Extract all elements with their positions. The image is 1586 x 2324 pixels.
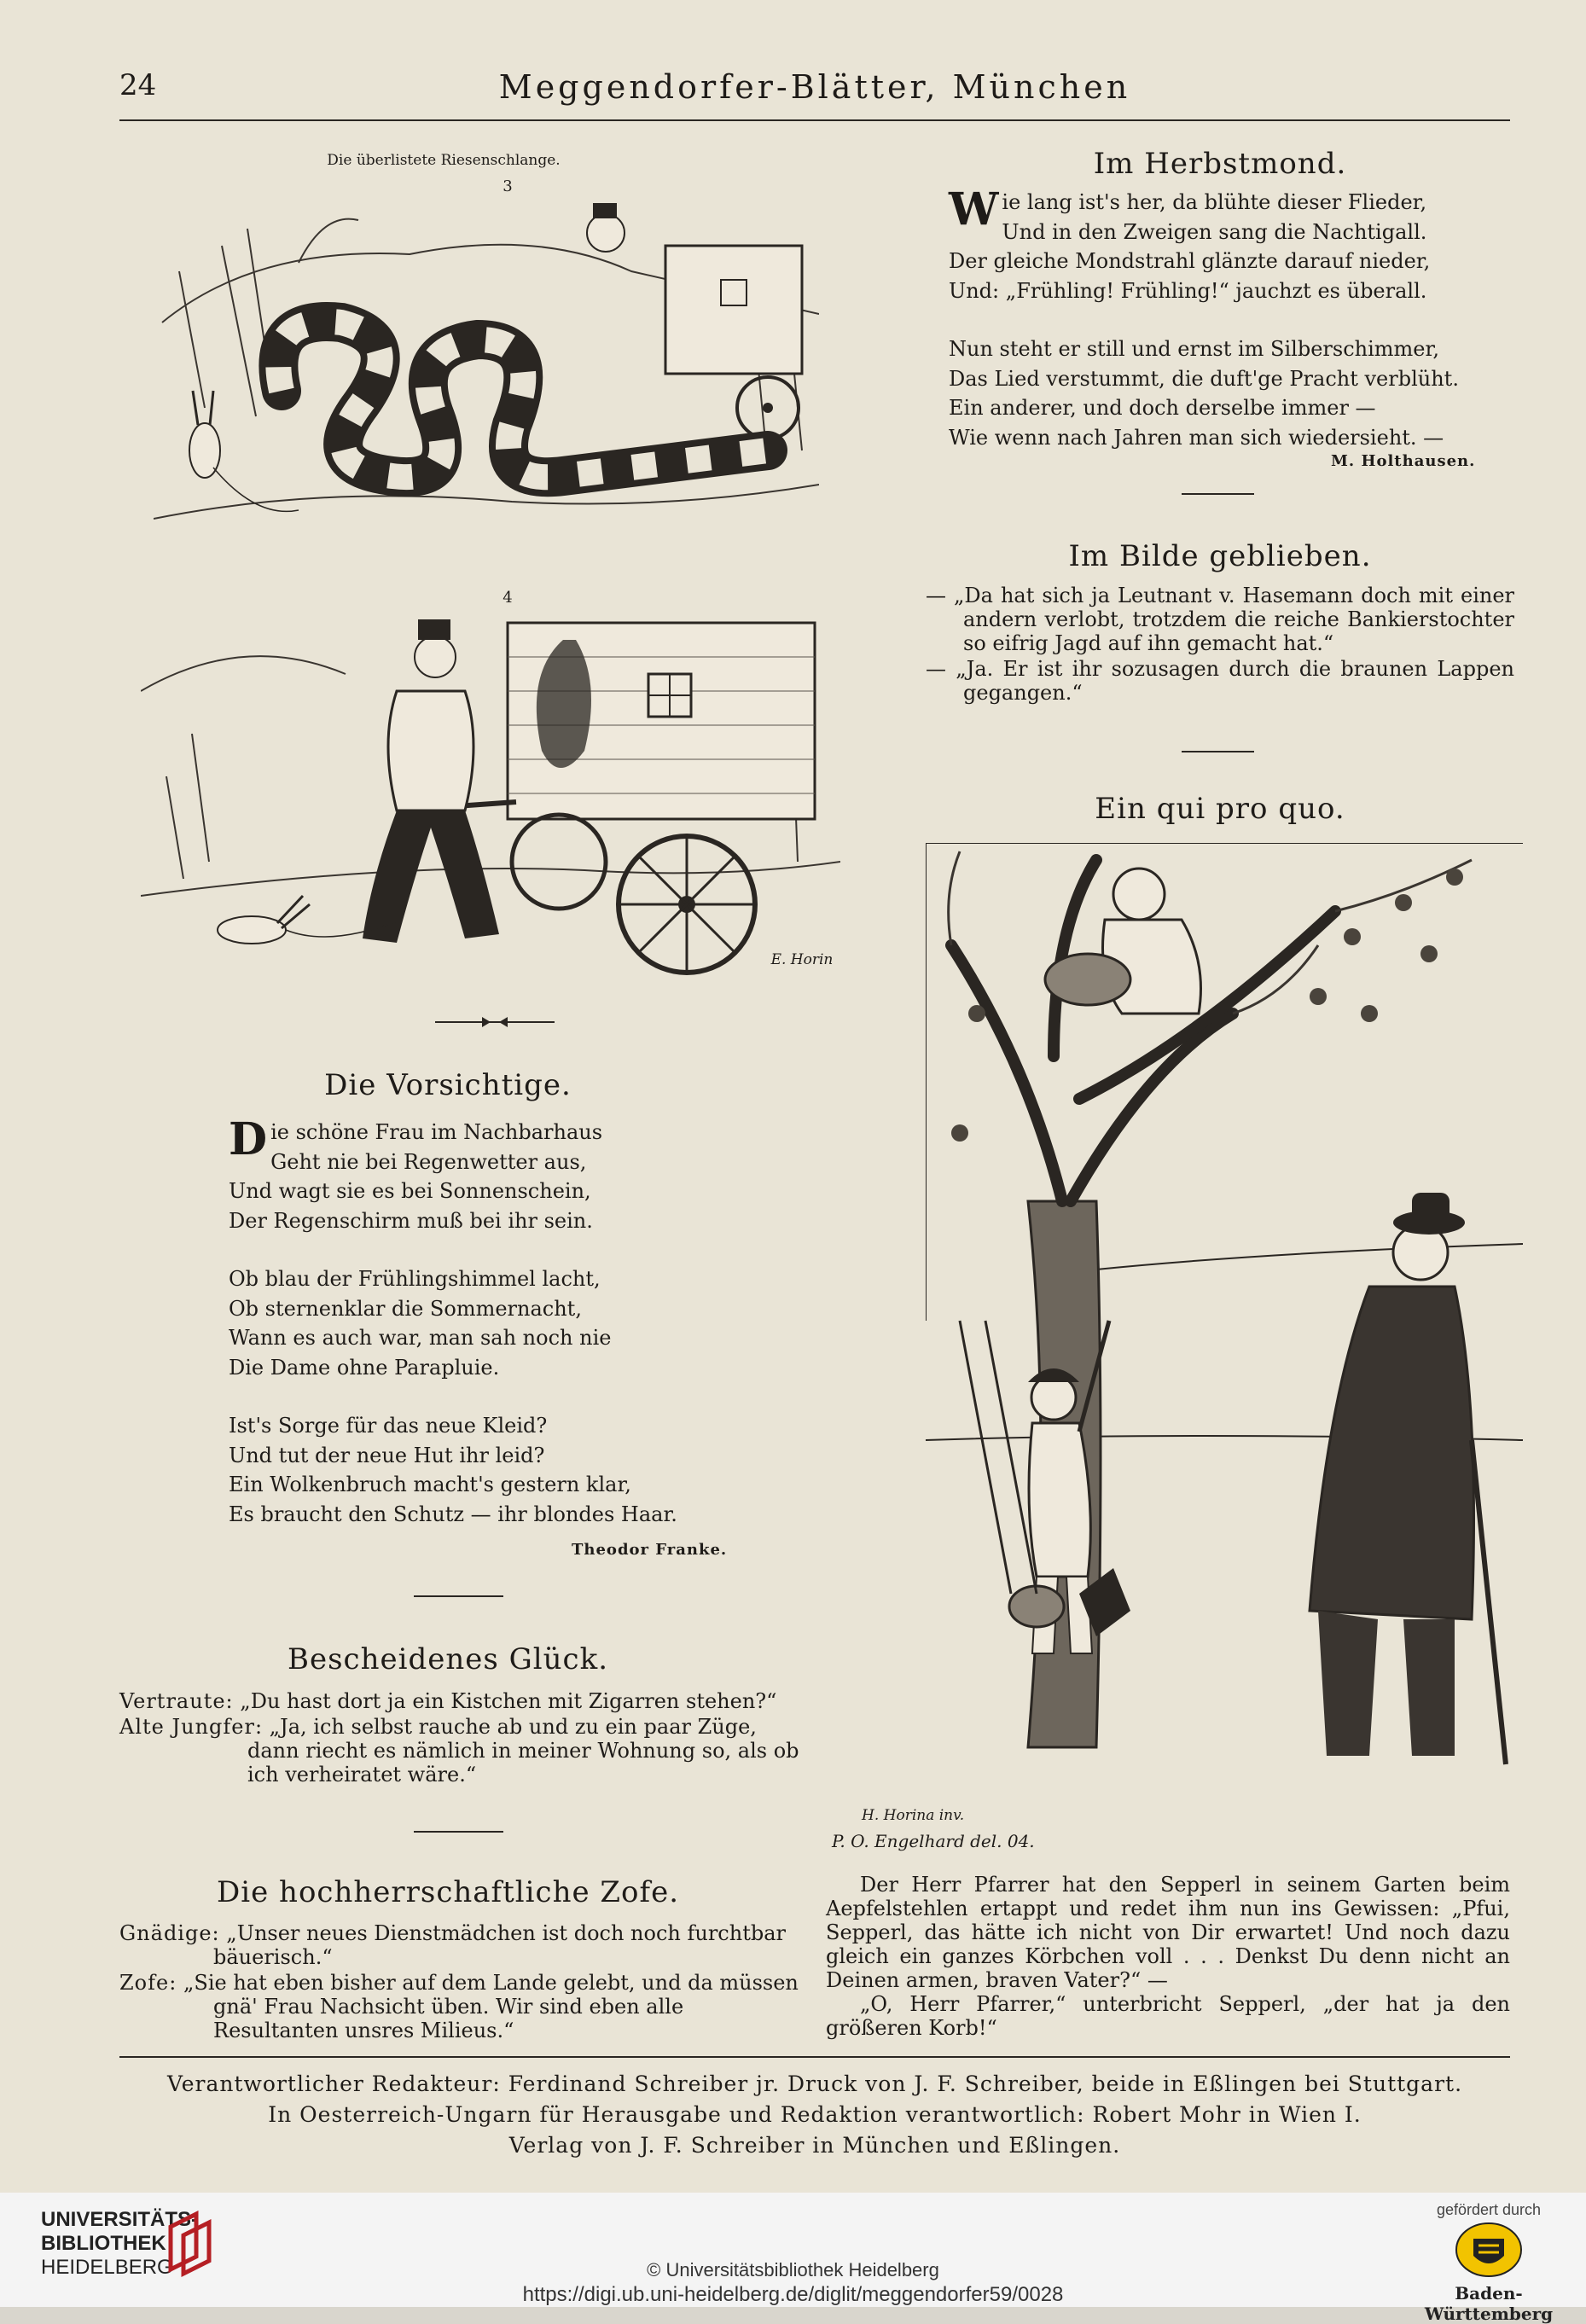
library-name-line2: BIBLIOTHEK: [41, 2232, 166, 2255]
imprint-line: In Oesterreich-Ungarn für Herausgabe und Redaktion verantwortlich: Robert Mohr in Wien I.: [268, 2102, 1362, 2127]
poem-stanza: [229, 1113, 672, 1235]
dropcap: D: [229, 1113, 268, 1165]
header-rule: [119, 119, 1510, 121]
poem-line: Der Regenschirm muß bei ihr sein.: [229, 1208, 593, 1233]
page-number: 24: [119, 68, 157, 102]
library-name-line1: UNIVERSITÄTS-: [41, 2208, 199, 2231]
quiproquo-paragraph: „O, Herr Pfarrer,“ unterbricht Sepperl, „der hat ja den größeren Korb!“: [826, 1992, 1510, 2040]
speaker: Vertraute:: [119, 1689, 234, 1713]
poem-line: Ist's Sorge für das neue Kleid?: [229, 1414, 548, 1438]
poem-line: Ein Wolkenbruch macht's gestern klar,: [229, 1473, 631, 1496]
copyright-notice: © Universitätsbibliothek Heidelberg: [647, 2259, 939, 2280]
poem-line: Wie wenn nach Jahren man sich wiedersieht. —: [949, 425, 1444, 450]
dialog-entry: Vertraute: „Du hast dort ja ein Kistchen mit Zigarren stehen?“: [119, 1689, 777, 1713]
dropcap: W: [949, 183, 999, 235]
snake-illustration-panel-3: [154, 195, 819, 561]
dialog-entry: Gnädige: „Unser neues Dienstmädchen ist doch noch furchtbar bäuerisch.“: [119, 1921, 786, 1969]
poem-line: Und wagt sie es bei Sonnenschein,: [229, 1179, 591, 1203]
poem-line: Ob sternenklar die Sommernacht,: [229, 1296, 582, 1321]
speaker: Alte Jungfer:: [119, 1715, 264, 1739]
footer-rule: [119, 2056, 1510, 2058]
poem-stanza: [949, 183, 1495, 305]
poem-line: Das Lied verstummt, die duft'ge Pracht verblüht.: [949, 366, 1459, 391]
poem-stanza: [229, 1264, 672, 1382]
illustration-caption: Die überlistete Riesenschlange.: [327, 152, 561, 169]
dialog-entry: Zofe: „Sie hat eben bisher auf dem Lande gelebt, und da müssen gnä' Frau Nachsicht üben. Wir sind eben alle Resultanten unsres Milieus.“: [119, 1971, 799, 2042]
poem-line: Und in den Zweigen sang die Nachtigall.: [1002, 219, 1427, 244]
bescheidenes-dialog: [119, 1689, 802, 1788]
poem-vorsichtige-author: Theodor Franke.: [572, 1541, 728, 1559]
dialog-entry: — „Ja. Er ist ihr sozusagen durch die braunen Lappen gegangen.“: [926, 657, 1514, 705]
bilde-title: Im Bilde geblieben.: [1068, 539, 1372, 573]
quiproquo-title: Ein qui pro quo.: [1095, 792, 1345, 826]
panel-4-signature: E. Horin: [770, 951, 834, 968]
dialog-entry: Alte Jungfer: „Ja, ich selbst rauche ab und zu ein paar Züge, dann riecht es nämlich in meiner Wohnung so, als ob ich verheiratet wäre.“: [119, 1715, 799, 1787]
ornament-divider: [435, 1014, 555, 1031]
poem-line: Und: „Frühling! Frühling!“ jauchzt es überall.: [949, 278, 1427, 303]
bilde-dialog: [926, 584, 1514, 706]
poem-line: Wie lang ist's her, da blühte dieser Flieder,: [949, 183, 1427, 235]
poem-line: Nun steht er still und ernst im Silberschimmer,: [949, 337, 1439, 361]
poem-line: Der gleiche Mondstrahl glänzte darauf nieder,: [949, 249, 1431, 273]
zofe-title: Die hochherrschaftliche Zofe.: [216, 1875, 680, 1909]
panel-3-number: 3: [503, 177, 513, 195]
imprint-line: Verantwortlicher Redakteur: Ferdinand Schreiber jr. Druck von J. F. Schreiber, beide in Eßlingen bei Stuttgart.: [166, 2071, 1463, 2096]
section-rule: [414, 1595, 503, 1597]
source-url[interactable]: https://digi.ub.uni-heidelberg.de/diglit/meggendorfer59/0028: [522, 2283, 1064, 2306]
poem-line: Geht nie bei Regenwetter aus,: [270, 1149, 587, 1174]
section-rule: [414, 1831, 503, 1833]
herbstmond-title: Im Herbstmond.: [1093, 147, 1347, 181]
cart-illustration-panel-4: [141, 606, 840, 990]
quiproquo-paragraph: Der Herr Pfarrer hat den Sepperl in seinem Garten beim Aepfelstehlen ertappt und redet ihm nun ins Gewissen: „Pfui, Sepperl, das hätte ich nicht von Dir erwartet! Und noch dazu gleich ein ganzes Körbchen voll . . . Denkst Du denn nicht an Deinen armen, braven Vater?“ —: [826, 1873, 1510, 1992]
poem-line: Wann es auch war, man sah noch nie: [229, 1326, 612, 1350]
poem-vorsichtige: [229, 1113, 677, 1558]
poem-stanza: [949, 334, 1495, 452]
section-rule: [1182, 493, 1254, 495]
poem-herbstmond: [949, 183, 1495, 481]
imprint-line: Verlag von J. F. Schreiber in München und Eßlingen.: [508, 2133, 1121, 2158]
herbstmond-author: M. Holthausen.: [1331, 452, 1476, 470]
poem-line: Die Dame ohne Parapluie.: [229, 1355, 500, 1380]
apple-tree-illustration: [926, 843, 1523, 1790]
zofe-dialog: [119, 1921, 802, 2044]
funder-name: Baden-Württemberg: [1424, 2283, 1554, 2324]
coat-of-arms-icon: [1455, 2222, 1523, 2278]
dialog-entry: — „Da hat sich ja Leutnant v. Hasemann doch mit einer andern verlobt, trotzdem die reiche Bankierstochter so eifrig Jagd auf ihn gemacht hat.“: [926, 584, 1514, 655]
funded-by-label: gefördert durch: [1436, 2201, 1542, 2218]
panel-4-number: 4: [503, 589, 513, 607]
poem-stanza: [229, 1411, 677, 1529]
poem-line: Und tut der neue Hut ihr leid?: [229, 1443, 545, 1467]
tree-signature-2: P. O. Engelhard del. 04.: [832, 1831, 1035, 1851]
poem-line: Die schöne Frau im Nachbarhaus: [229, 1113, 603, 1165]
speaker: Zofe:: [119, 1971, 177, 1995]
section-rule: [1182, 751, 1254, 752]
poem-line: Es braucht den Schutz — ihr blondes Haar.: [229, 1502, 677, 1526]
bescheidenes-title: Bescheidenes Glück.: [287, 1642, 609, 1676]
speaker: Gnädige:: [119, 1921, 220, 1945]
poem-line: Ob blau der Frühlingshimmel lacht,: [229, 1267, 601, 1291]
tree-signature-1: H. Horina inv.: [862, 1807, 965, 1824]
poem-vorsichtige-title: Die Vorsichtige.: [324, 1068, 572, 1102]
running-title: Meggendorfer-Blätter, München: [498, 68, 1131, 106]
poem-line: Ein anderer, und doch derselbe immer —: [949, 396, 1376, 420]
page-header: [119, 68, 1510, 119]
library-name-line3: HEIDELBERG: [41, 2256, 173, 2279]
